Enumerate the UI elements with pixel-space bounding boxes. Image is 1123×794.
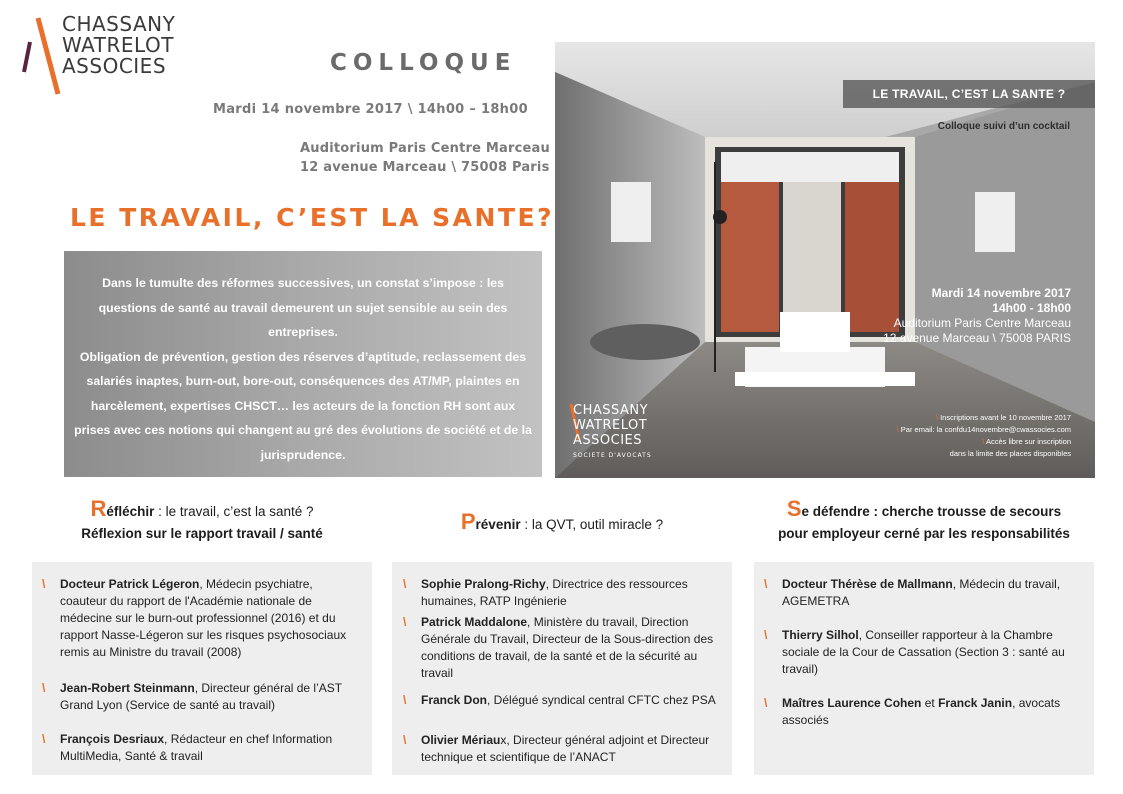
- registration-email: Par email: la confdu14novembre@cwassocies.com: [900, 425, 1071, 434]
- speaker-entry: [764, 576, 1082, 610]
- speaker-desc: , Conseiller rapporteur à la Chambre sociale de la Cour de Cassation (Section 3 : santé au travail): [782, 628, 1065, 676]
- column-1-initial: R: [90, 496, 107, 521]
- registration-info: [836, 412, 1071, 460]
- speaker-name: Patrick Maddalone: [421, 615, 528, 629]
- column-1-subtitle: Réflexion sur le rapport travail / santé: [81, 526, 323, 541]
- photo-date: Mardi 14 novembre 2017: [931, 286, 1071, 300]
- slash-icon: \: [42, 577, 46, 591]
- intro-paragraph-1: Dans le tumulte des réformes successives, un constat s’impose : les questions de santé au travail demeurent un sujet sensible au sein des entreprises.: [98, 276, 508, 339]
- slash-icon: \: [935, 413, 938, 422]
- slash-icon: \: [982, 437, 985, 446]
- speaker-name: Olivier Mériau: [421, 733, 501, 747]
- speaker-name: Jean-Robert Steinmann: [60, 681, 195, 695]
- column-3-speakers: [754, 562, 1094, 775]
- speaker-desc: , Directrice des ressources humaines, RATP Ingénierie: [421, 577, 688, 608]
- speaker-name: Sophie Pralong-Richy: [421, 577, 546, 591]
- logo-line-2: WATRELOT: [62, 33, 174, 57]
- column-2-heading: [392, 511, 732, 536]
- column-2-title: révenir: [475, 517, 521, 532]
- slash-icon: \: [42, 732, 46, 746]
- speaker-name: Franck Don: [421, 693, 488, 707]
- speaker-entry: [42, 680, 362, 714]
- column-3-subtitle: pour employeur cerné par les responsabilités: [778, 526, 1070, 541]
- slash-icon: \: [403, 615, 407, 629]
- event-venue: [300, 139, 550, 177]
- intro-text: [64, 251, 542, 467]
- slash-icon: \: [403, 577, 407, 591]
- column-1-speakers: [32, 562, 372, 775]
- column-1-heading: [32, 498, 372, 545]
- column-2-initial: P: [460, 509, 476, 534]
- slash-icon: \: [42, 681, 46, 695]
- logo-line-3: ASSOCIES: [62, 54, 167, 78]
- photo-banner-title: LE TRAVAIL, C’EST LA SANTE ?: [843, 80, 1095, 108]
- slash-icon: \: [403, 733, 407, 747]
- speaker-entry: [42, 731, 362, 765]
- speaker-name: Docteur Thérèse de Mallmann: [782, 577, 953, 591]
- speaker-mid: et: [921, 696, 939, 710]
- speaker-entry: [764, 695, 1082, 729]
- photo-logo: [573, 403, 652, 463]
- venue-line-1: Auditorium Paris Centre Marceau: [300, 141, 550, 156]
- slash-icon: \: [764, 696, 768, 710]
- column-2-speakers: [392, 562, 732, 775]
- venue-line-2: 12 avenue Marceau \ 75008 Paris: [300, 160, 550, 175]
- photo-logo-line-3: ASSOCIES: [573, 433, 643, 448]
- slash-icon: \: [764, 628, 768, 642]
- registration-deadline: Inscriptions avant le 10 novembre 2017: [940, 413, 1071, 422]
- photo-logo-line-1: CHASSANY: [573, 403, 649, 418]
- registration-access: Accès libre sur inscription: [985, 437, 1071, 446]
- speaker-entry: [42, 576, 362, 661]
- registration-limit: dans la limite des places disponibles: [949, 449, 1071, 458]
- photo-time: 14h00 - 18h00: [992, 301, 1071, 315]
- speaker-entry: [403, 576, 721, 610]
- speaker-name: Maîtres Laurence Cohen: [782, 696, 922, 710]
- speaker-desc: , Médecin du travail, AGEMETRA: [782, 577, 1061, 608]
- speaker-desc: , avocats associés: [782, 696, 1061, 727]
- photo-banner-subtitle: Colloque suivi d’un cocktail: [937, 121, 1070, 132]
- column-2-title-tail: : la QVT, outil miracle ?: [520, 517, 664, 532]
- column-3-initial: S: [786, 496, 802, 521]
- speaker-entry: [764, 627, 1082, 678]
- slash-icon: \: [896, 425, 899, 434]
- column-3-heading: [744, 498, 1104, 545]
- logo-line-1: CHASSANY: [62, 12, 176, 36]
- slash-icon: \: [403, 693, 407, 707]
- speaker-entry: [403, 732, 721, 766]
- speaker-entry: [403, 614, 721, 682]
- speaker-name: Thierry Silhol: [782, 628, 859, 642]
- speaker-desc: , Médecin psychiatre, coauteur du rapport de l'Académie nationale de médecine sur le burn-out professionnel (2016) et du rapport Nasse-Légeron sur les risques psychosociaux remis au Ministre du travail (2008): [60, 577, 347, 659]
- column-1-title-tail: : le travail, c’est la santé ?: [154, 504, 314, 519]
- event-date: Mardi 14 novembre 2017 \ 14h00 – 18h00: [213, 102, 528, 117]
- speaker-desc: , Délégué syndical central CFTC chez PSA: [487, 693, 716, 707]
- photo-venue-1: Auditorium Paris Centre Marceau: [893, 316, 1071, 330]
- speaker-desc: , Rédacteur en chef Information MultiMedia, Santé & travail: [60, 732, 333, 763]
- speaker-name: Docteur Patrick Légeron: [60, 577, 200, 591]
- event-headline: LE TRAVAIL, C’EST LA SANTE?: [70, 203, 555, 232]
- column-1-title: éfléchir: [106, 504, 155, 519]
- speaker-name: François Desriaux: [60, 732, 165, 746]
- intro-paragraph-2: Obligation de prévention, gestion des réserves d’aptitude, reclassement des salariés inaptes, burn-out, bore-out, conséquences des AT/MP, plaintes en harcèlement, expertises CHSCT… les acteurs de la fonction RH sont aux prises avec ces notions qui changent au gré des évolutions de société et de la jurisprudence.: [74, 349, 532, 462]
- photo-event-info: [845, 286, 1071, 346]
- speaker-desc: x, Directeur général adjoint et Directeur technique et scientifique de l’ANACT: [421, 733, 710, 764]
- company-logo: [62, 14, 175, 77]
- slash-icon: \: [764, 577, 768, 591]
- event-kind: COLLOQUE: [330, 50, 517, 76]
- speaker-entry: [403, 692, 721, 709]
- column-3-title: e défendre : cherche trousse de secours: [801, 504, 1062, 519]
- speaker-desc: , Ministère du travail, Direction Générale du Travail, Directeur de la Sous-direction des conditions de travail, de la santé et de la sécurité au travail: [421, 615, 714, 680]
- photo-venue-2: 12 avenue Marceau \ 75008 PARIS: [883, 331, 1071, 345]
- speaker-desc: , Directeur général de l’AST Grand Lyon (Service de santé au travail): [60, 681, 342, 712]
- speaker-name-2: Franck Janin: [938, 696, 1013, 710]
- photo-logo-sub: SOCIETE D'AVOCATS: [573, 452, 652, 459]
- intro-box: [64, 251, 542, 477]
- photo-logo-line-2: WATRELOT: [573, 418, 648, 433]
